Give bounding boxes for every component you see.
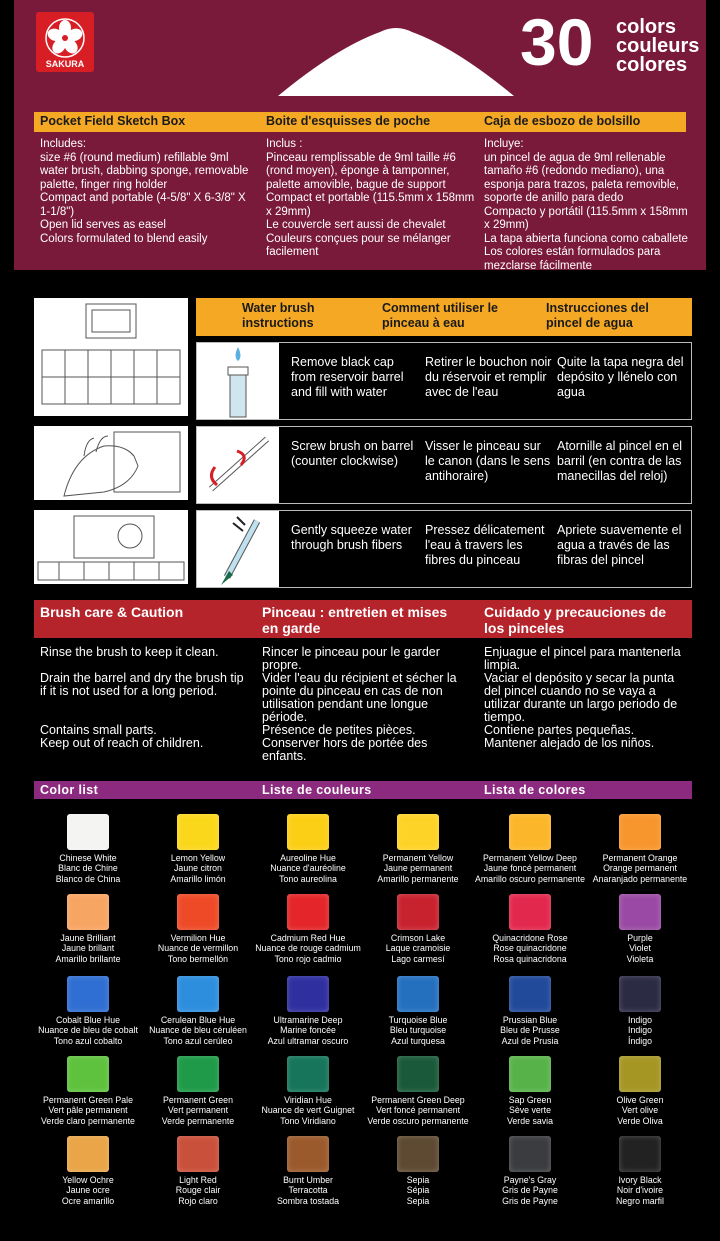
color-name-fr: Indigo bbox=[628, 1025, 652, 1036]
color-names bbox=[584, 853, 696, 884]
detail-line: Includes: bbox=[40, 138, 87, 150]
color-list-heading-bar bbox=[34, 781, 692, 799]
color-name-en: Vermilion Hue bbox=[170, 933, 226, 943]
color-name-es: Verde claro permanente bbox=[41, 1115, 135, 1126]
color-name-fr: Nuance de rouge cadmium bbox=[255, 943, 361, 954]
open-box-illustration bbox=[34, 298, 188, 416]
squeeze-brush-illustration bbox=[197, 511, 279, 587]
color-swatch bbox=[397, 894, 439, 930]
color-name-en: Yellow Ochre bbox=[62, 1175, 114, 1185]
color-swatch bbox=[177, 894, 219, 930]
color-names bbox=[474, 853, 586, 884]
color-name-fr: Nuance de vermillon bbox=[157, 943, 239, 954]
color-name-fr: Nuance d'auréoline bbox=[270, 863, 346, 874]
detail-line: size #6 (round medium) refillable 9ml water brush, dabbing sponge, removable palette, finger ring holder bbox=[40, 151, 249, 191]
color-swatch bbox=[509, 894, 551, 930]
color-name-en: Light Red bbox=[179, 1175, 217, 1185]
color-names bbox=[252, 1175, 364, 1206]
color-name-es: Blanco de China bbox=[55, 873, 121, 884]
color-name-es: Verde permanente bbox=[161, 1115, 235, 1126]
care-line: Rinse the brush to keep it clean. bbox=[40, 645, 219, 659]
detail-line: un pincel de agua de 9ml rellenable tamaño #6 (redondo mediano), una esponja para trazos, paleta removible, soporte de anillo para dedo bbox=[484, 151, 679, 204]
color-name-en: Olive Green bbox=[616, 1095, 664, 1105]
color-swatch bbox=[509, 814, 551, 850]
color-swatch-item bbox=[474, 894, 586, 964]
detail-line: Incluye: bbox=[484, 138, 524, 150]
easel-box-illustration bbox=[34, 510, 188, 584]
color-name-es: Amarillo permanente bbox=[377, 873, 459, 884]
color-swatch bbox=[619, 814, 661, 850]
brand-name: SAKURA bbox=[45, 59, 85, 69]
color-swatch-item bbox=[32, 1136, 144, 1206]
color-names bbox=[362, 933, 474, 964]
color-name-es: Azul ultramar oscuro bbox=[267, 1035, 349, 1046]
step-3-en: Gently squeeze water through brush fibers bbox=[291, 523, 412, 552]
color-name-fr: Marine foncée bbox=[280, 1025, 336, 1036]
color-name-en: Ultramarine Deep bbox=[273, 1015, 343, 1025]
step-1-en: Remove black cap from reservoir barrel and fill with water bbox=[291, 355, 404, 399]
color-name-en: Burnt Umber bbox=[283, 1175, 333, 1185]
color-swatch-item bbox=[474, 814, 586, 884]
color-name-en: Lemon Yellow bbox=[170, 853, 226, 863]
color-swatch bbox=[287, 814, 329, 850]
color-name-en: Ivory Black bbox=[618, 1175, 662, 1185]
color-name-es: Verde savia bbox=[507, 1115, 553, 1126]
color-names bbox=[142, 933, 254, 964]
care-line: Présence de petites pièces. bbox=[262, 723, 416, 737]
color-swatch bbox=[287, 1136, 329, 1172]
cherry-blossom-icon bbox=[45, 18, 85, 58]
step-2-es: Atornille al pincel en el barril (en contra de las manecillas del reloj) bbox=[557, 439, 683, 483]
color-swatch-item bbox=[32, 1056, 144, 1126]
care-line: Drain the barrel and dry the brush tip if it is not used for a long period. bbox=[40, 671, 244, 698]
care-heading-fr: Pinceau : entretien et mises en garde bbox=[262, 604, 448, 636]
color-swatch-item bbox=[142, 976, 254, 1046]
color-name-fr: Nuance de bleu de cobalt bbox=[38, 1025, 138, 1036]
color-name-en: Viridian Hue bbox=[284, 1095, 332, 1105]
color-name-fr: Bleu turquoise bbox=[389, 1025, 447, 1036]
water-brush-heading-bar bbox=[196, 298, 692, 336]
color-list-heading-fr: Liste de couleurs bbox=[262, 783, 372, 797]
color-names bbox=[474, 1175, 586, 1206]
color-name-es: Negro marfil bbox=[616, 1195, 664, 1206]
color-name-es: Lago carmesí bbox=[391, 953, 445, 964]
color-names bbox=[584, 1015, 696, 1046]
water-brush-heading-es: Instrucciones del pincel de agua bbox=[546, 301, 649, 330]
color-names bbox=[142, 1015, 254, 1046]
color-swatch bbox=[177, 976, 219, 1012]
detail-line: Pinceau remplissable de 9ml taille #6 (rond moyen), éponge à tamponner, palette amovible, bague de support bbox=[266, 151, 456, 191]
color-name-en: Sap Green bbox=[508, 1095, 552, 1105]
color-names bbox=[362, 1095, 474, 1126]
detail-line: Open lid serves as easel bbox=[40, 219, 166, 231]
brush-care-heading-bar bbox=[34, 600, 692, 638]
color-name-es: Azul de Prusia bbox=[501, 1035, 559, 1046]
color-swatch bbox=[397, 976, 439, 1012]
color-swatch-item bbox=[32, 814, 144, 884]
color-name-fr: Vert pâle permanent bbox=[48, 1105, 128, 1116]
color-name-es: Tono azul cobalto bbox=[53, 1035, 123, 1046]
count-word-fr: couleurs bbox=[616, 35, 700, 57]
color-name-en: Permanent Green Pale bbox=[43, 1095, 133, 1105]
color-name-fr: Vert olive bbox=[621, 1105, 659, 1116]
color-names bbox=[32, 1015, 144, 1046]
detail-line: Colors formulated to blend easily bbox=[40, 232, 208, 245]
detail-line: Compacto y portátil (115.5mm x 158mm x 29mm) bbox=[484, 205, 688, 231]
color-swatch bbox=[509, 976, 551, 1012]
color-name-es: Anaranjado permanente bbox=[592, 873, 688, 884]
color-names bbox=[584, 1095, 696, 1126]
color-name-en: Chinese White bbox=[59, 853, 117, 863]
color-swatch bbox=[509, 1136, 551, 1172]
color-name-es: Sombra tostada bbox=[276, 1195, 340, 1206]
color-names bbox=[474, 1095, 586, 1126]
color-name-fr: Violet bbox=[629, 943, 651, 954]
color-name-es: Tono Viridiano bbox=[280, 1115, 336, 1126]
color-swatch bbox=[397, 1056, 439, 1092]
color-swatch-item bbox=[32, 976, 144, 1046]
color-name-en: Purple bbox=[627, 933, 653, 943]
detail-line: Compact and portable (4-5/8" X 6-3/8" X 1-1/8") bbox=[40, 192, 246, 218]
color-swatch-item bbox=[252, 1136, 364, 1206]
color-swatch-item bbox=[584, 1056, 696, 1126]
color-names bbox=[252, 1015, 364, 1046]
color-swatch bbox=[177, 814, 219, 850]
care-line: Vaciar el depósito y secar la punta del pincel cuando no se vaya a utilizar durante un largo periodo de tiempo. bbox=[484, 671, 678, 724]
color-name-fr: Vert permanent bbox=[167, 1105, 229, 1116]
screw-brush-illustration bbox=[197, 427, 279, 503]
color-name-fr: Orange permanent bbox=[603, 863, 677, 874]
color-name-es: Rojo claro bbox=[178, 1195, 218, 1206]
instruction-step-1 bbox=[196, 342, 692, 420]
product-details-en bbox=[40, 138, 258, 246]
color-swatch-item bbox=[362, 1136, 474, 1206]
color-swatch bbox=[177, 1136, 219, 1172]
color-names bbox=[252, 853, 364, 884]
detail-line: La tapa abierta funciona como caballete bbox=[484, 232, 688, 245]
care-heading-es: Cuidado y precauciones de los pinceles bbox=[484, 604, 667, 636]
product-heading-es: Caja de esbozo de bolsillo bbox=[484, 114, 641, 128]
color-swatch-item bbox=[584, 976, 696, 1046]
color-names bbox=[474, 1015, 586, 1046]
color-name-fr: Rose quinacridone bbox=[493, 943, 567, 954]
color-name-en: Sepia bbox=[406, 1175, 430, 1185]
color-swatch-item bbox=[474, 976, 586, 1046]
color-swatch-item bbox=[474, 1136, 586, 1206]
color-name-es: Azul turquesa bbox=[391, 1035, 445, 1046]
color-swatch-item bbox=[142, 894, 254, 964]
color-name-fr: Sépia bbox=[406, 1185, 430, 1196]
color-name-es: Tono bermellón bbox=[167, 953, 229, 964]
color-name-en: Payne's Gray bbox=[503, 1175, 557, 1185]
step-3-es: Apriete suavemente el agua a través de las fibras del pincel bbox=[557, 523, 682, 567]
color-name-en: Indigo bbox=[628, 1015, 652, 1025]
color-name-en: Permanent Yellow bbox=[382, 853, 454, 863]
color-swatch-item bbox=[252, 814, 364, 884]
color-count: 30 bbox=[520, 5, 594, 79]
color-name-es: Violeta bbox=[626, 953, 654, 964]
detail-line: Inclus : bbox=[266, 138, 303, 150]
water-brush-heading-en: Water brush instructions bbox=[242, 301, 315, 330]
color-name-fr: Noir d'ivoire bbox=[616, 1185, 664, 1196]
color-name-fr: Jaune permanent bbox=[383, 863, 453, 874]
hang-tab-cutout bbox=[276, 24, 516, 98]
color-name-es: Verde oscuro permanente bbox=[367, 1115, 469, 1126]
color-swatch bbox=[67, 1056, 109, 1092]
color-swatch bbox=[287, 1056, 329, 1092]
color-name-es: Amarillo limón bbox=[170, 873, 226, 884]
product-heading-en: Pocket Field Sketch Box bbox=[40, 114, 186, 128]
color-swatch bbox=[509, 1056, 551, 1092]
color-swatch bbox=[67, 894, 109, 930]
step-3-fr: Pressez délicatement l'eau à travers les fibres du pinceau bbox=[425, 523, 545, 567]
color-swatch bbox=[287, 976, 329, 1012]
step-1-es: Quite la tapa negra del depósito y llénelo con agua bbox=[557, 355, 684, 399]
care-heading-en: Brush care & Caution bbox=[40, 604, 184, 620]
color-name-fr: Blanc de Chine bbox=[58, 863, 118, 874]
color-swatch bbox=[67, 1136, 109, 1172]
color-name-fr: Jaune citron bbox=[174, 863, 222, 874]
step-1-fr: Retirer le bouchon noir du réservoir et remplir avec de l'eau bbox=[425, 355, 552, 399]
color-swatch bbox=[619, 894, 661, 930]
color-name-en: Jaune Brilliant bbox=[60, 933, 116, 943]
color-names bbox=[142, 853, 254, 884]
care-text-en bbox=[40, 646, 250, 750]
color-name-en: Permanent Yellow Deep bbox=[483, 853, 577, 863]
color-name-fr: Nuance de vert Guignet bbox=[261, 1105, 355, 1116]
color-swatch-item bbox=[362, 976, 474, 1046]
color-names bbox=[252, 933, 364, 964]
color-names bbox=[584, 933, 696, 964]
color-name-es: Tono aureolina bbox=[279, 873, 337, 884]
color-name-es: Amarillo oscuro permanente bbox=[474, 873, 585, 884]
color-name-en: Permanent Green Deep bbox=[371, 1095, 465, 1105]
product-details-fr bbox=[266, 138, 478, 260]
color-name-en: Aureoline Hue bbox=[280, 853, 336, 863]
color-swatch bbox=[397, 814, 439, 850]
color-swatch-item bbox=[252, 894, 364, 964]
product-heading-fr: Boite d'esquisses de poche bbox=[266, 114, 431, 128]
care-line: Contains small parts. bbox=[40, 723, 157, 737]
color-swatch bbox=[67, 814, 109, 850]
color-names bbox=[474, 933, 586, 964]
color-swatch bbox=[67, 976, 109, 1012]
color-name-fr: Jaune foncé permanent bbox=[483, 863, 577, 874]
color-names bbox=[362, 1175, 474, 1206]
color-name-fr: Bleu de Prusse bbox=[500, 1025, 560, 1036]
color-names bbox=[362, 1015, 474, 1046]
color-name-es: Verde Oliva bbox=[617, 1115, 663, 1126]
care-line: Enjuague el pincel para mantenerla limpia. bbox=[484, 645, 681, 672]
care-line: Keep out of reach of children. bbox=[40, 736, 204, 750]
color-name-fr: Sève verte bbox=[508, 1105, 552, 1116]
color-name-fr: Vert foncé permanent bbox=[375, 1105, 461, 1116]
care-line: Rincer le pinceau pour le garder propre. bbox=[262, 645, 440, 672]
color-name-en: Cerulean Blue Hue bbox=[160, 1015, 236, 1025]
color-name-es: Sepia bbox=[406, 1195, 430, 1206]
color-swatch-item bbox=[362, 1056, 474, 1126]
color-name-fr: Terracotta bbox=[288, 1185, 328, 1196]
color-names bbox=[362, 853, 474, 884]
color-names bbox=[142, 1175, 254, 1206]
color-swatch bbox=[619, 1136, 661, 1172]
color-swatch bbox=[177, 1056, 219, 1092]
color-swatch-item bbox=[584, 1136, 696, 1206]
color-name-es: Tono azul cerúleo bbox=[163, 1035, 233, 1046]
color-swatch bbox=[619, 1056, 661, 1092]
color-swatch-item bbox=[32, 894, 144, 964]
color-name-en: Quinacridone Rose bbox=[492, 933, 568, 943]
care-text-es bbox=[484, 646, 694, 750]
color-names bbox=[32, 1095, 144, 1126]
color-names bbox=[32, 1175, 144, 1206]
color-list-heading-en: Color list bbox=[40, 783, 99, 797]
water-brush-heading-fr: Comment utiliser le pinceau à eau bbox=[382, 301, 498, 330]
color-name-en: Cadmium Red Hue bbox=[270, 933, 346, 943]
detail-line: Couleurs conçues pour se mélanger facilement bbox=[266, 232, 451, 258]
care-line: Vider l'eau du récipient et sécher la pointe du pinceau en cas de non utilisation pendant une longue période. bbox=[262, 671, 457, 724]
color-names bbox=[252, 1095, 364, 1126]
color-name-fr: Nuance de bleu céruléen bbox=[149, 1025, 247, 1036]
color-swatch bbox=[397, 1136, 439, 1172]
care-text-fr bbox=[262, 646, 472, 763]
color-name-en: Permanent Orange bbox=[602, 853, 678, 863]
color-swatch-item bbox=[362, 894, 474, 964]
sakura-logo bbox=[36, 12, 94, 72]
color-swatch bbox=[619, 976, 661, 1012]
color-list-heading-es: Lista de colores bbox=[484, 783, 586, 797]
color-swatch-item bbox=[584, 814, 696, 884]
color-name-fr: Jaune brillant bbox=[61, 943, 115, 954]
color-swatch-item bbox=[252, 976, 364, 1046]
color-swatch-item bbox=[142, 1056, 254, 1126]
product-heading-bar bbox=[34, 112, 686, 132]
color-names bbox=[584, 1175, 696, 1206]
step-2-fr: Visser le pinceau sur le canon (dans le sens antihoraire) bbox=[425, 439, 551, 483]
color-name-fr: Laque cramoisie bbox=[385, 943, 451, 954]
color-name-fr: Rouge clair bbox=[175, 1185, 221, 1196]
instruction-step-3 bbox=[196, 510, 692, 588]
color-swatch-item bbox=[252, 1056, 364, 1126]
color-name-fr: Jaune ocre bbox=[66, 1185, 110, 1196]
color-name-es: Ocre amarillo bbox=[61, 1195, 115, 1206]
color-names bbox=[142, 1095, 254, 1126]
product-details-es bbox=[484, 138, 696, 273]
color-name-en: Crimson Lake bbox=[390, 933, 446, 943]
care-line: Conserver hors de portée des enfants. bbox=[262, 736, 428, 763]
detail-line: Compact et portable (115.5mm x 158mm x 29mm) bbox=[266, 192, 475, 218]
color-count-words bbox=[616, 18, 699, 75]
color-name-es: Tono rojo cadmio bbox=[274, 953, 342, 964]
color-name-es: Gris de Payne bbox=[502, 1195, 558, 1206]
color-name-es: Rosa quinacridona bbox=[493, 953, 567, 964]
color-swatch bbox=[287, 894, 329, 930]
detail-line: Los colores están formulados para mezclarse fácilmente bbox=[484, 246, 661, 272]
fill-water-illustration bbox=[197, 343, 279, 419]
color-swatch-item bbox=[142, 1136, 254, 1206]
color-name-en: Permanent Green bbox=[163, 1095, 233, 1105]
color-swatch-item bbox=[474, 1056, 586, 1126]
color-swatch-item bbox=[362, 814, 474, 884]
color-name-en: Turquoise Blue bbox=[388, 1015, 448, 1025]
detail-line: Le couvercle sert aussi de chevalet bbox=[266, 219, 446, 231]
color-name-en: Prussian Blue bbox=[502, 1015, 558, 1025]
color-name-es: Índigo bbox=[628, 1035, 652, 1046]
care-line: Mantener alejado de los niños. bbox=[484, 736, 655, 750]
count-word-es: colores bbox=[616, 54, 688, 76]
count-word-en: colors bbox=[616, 16, 677, 38]
step-2-en: Screw brush on barrel (counter clockwise) bbox=[291, 439, 414, 468]
color-names bbox=[32, 853, 144, 884]
color-swatch-item bbox=[142, 814, 254, 884]
color-name-en: Cobalt Blue Hue bbox=[55, 1015, 121, 1025]
hand-holding-box-illustration bbox=[34, 426, 188, 500]
color-name-fr: Gris de Payne bbox=[502, 1185, 558, 1196]
care-line: Contiene partes pequeñas. bbox=[484, 723, 635, 737]
instruction-step-2 bbox=[196, 426, 692, 504]
color-name-es: Amarillo brillante bbox=[55, 953, 121, 964]
color-names bbox=[32, 933, 144, 964]
color-swatch-item bbox=[584, 894, 696, 964]
